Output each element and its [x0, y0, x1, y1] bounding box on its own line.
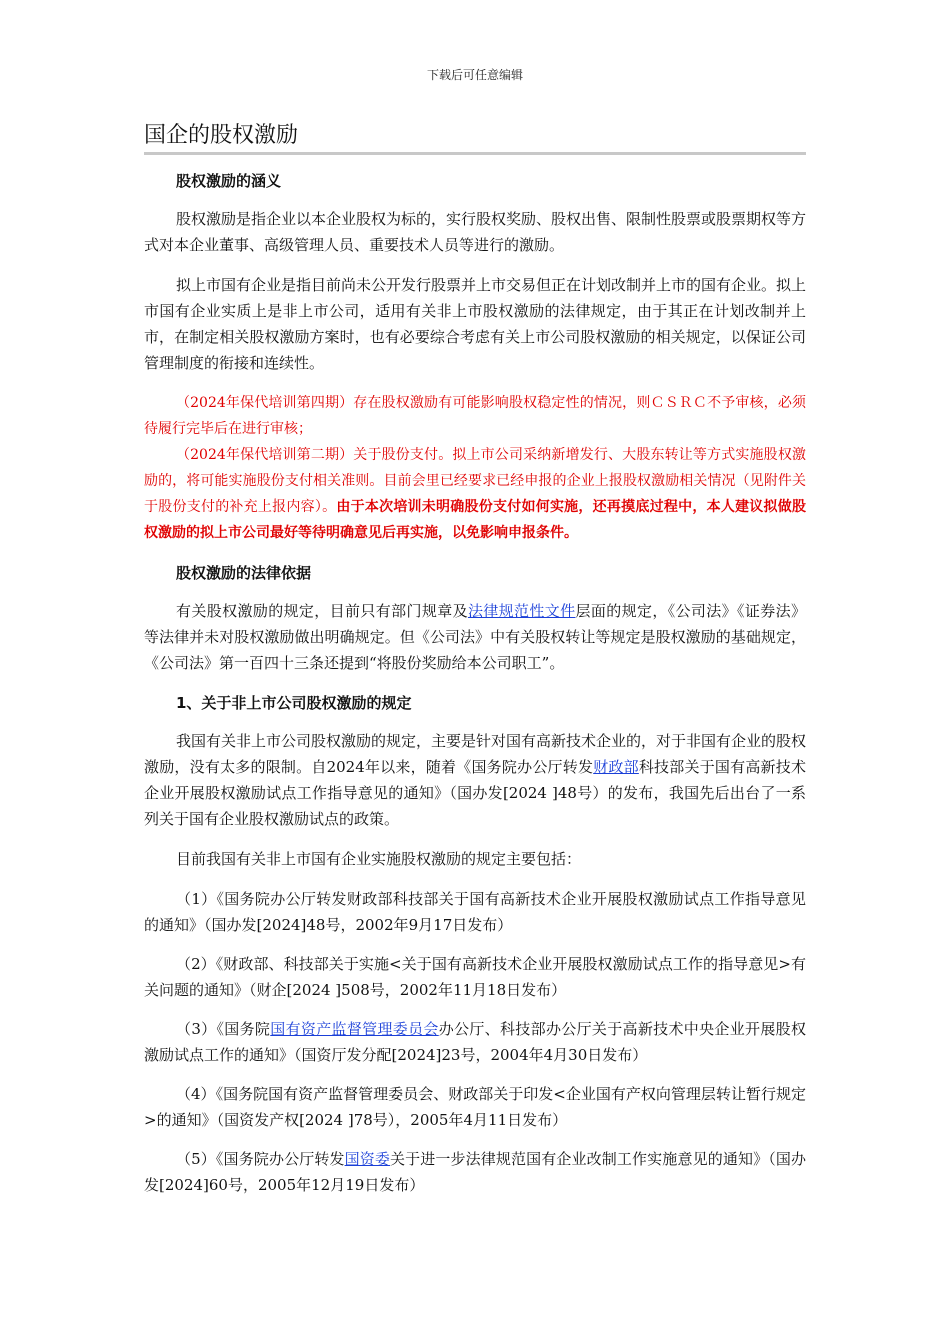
red-note-text: （2024年保代培训第二期）关于股份支付。拟上市公司采纳新增发行、大股东转让等方式实施股权激励的，将可能实施股份支付相关准则。目前会里已经要求已经申报的企业上报股权激励相关情况（见附件关于股份支付的补充上报内容）。: [144, 447, 806, 515]
text-span: （5）《国务院办公厅转发: [176, 1150, 345, 1168]
document-body: [144, 168, 806, 1211]
text-span: （3）《国务院: [176, 1020, 271, 1038]
paragraph-definition: 股权激励是指企业以本企业股权为标的，实行股权奖励、股权出售、限制性股票或股票期权等方式对本企业董事、高级管理人员、重要技术人员等进行的激励。: [144, 210, 807, 254]
page-title: 国企的股权激励: [144, 120, 806, 155]
red-note-training-4: （2024年保代培训第四期）存在股权激励有可能影响股权稳定性的情况，则ＣＳＲＣ不予审核，必须待履行完毕后在进行审核；: [144, 395, 806, 437]
text-span: 有关股权激励的规定，目前只有部门规章及: [176, 602, 468, 620]
link-legal-documents[interactable]: 法律规范性文件: [467, 602, 576, 620]
text-span: 科技部关于国有高新技术企业开展股权激励试点工作指导意见的通知》（国办发[2024 ]48号）的发布，我国先后出台了一系列关于国有企业股权激励试点的政策。: [144, 758, 806, 828]
text-span: 我国有关非上市公司股权激励的规定，主要是针对国有高新技术企业的，对于非国有企业的股权激励，没有太多的限制。自2024年以来，随着《国务院办公厅转发: [144, 732, 807, 776]
section-heading-definition: 股权激励的涵义: [176, 172, 282, 190]
red-note-bold-advice: 由于本次培训未明确股份支付如何实施，还再摸底过程中，本人建议拟做股权激励的拟上市公司最好等待明确意见后再实施，以免影响申报条件。: [144, 499, 807, 541]
paragraph-list-intro: 目前我国有关非上市国有企业实施股权激励的规定主要包括：: [176, 850, 582, 868]
link-ministry-of-finance[interactable]: 财政部: [593, 758, 639, 776]
link-sasac[interactable]: 国有资产监督管理委员会: [270, 1020, 439, 1038]
text-span: 层面的规定，《公司法》《证券法》等法律并未对股权激励做出明确规定。但《公司法》中有关股权转让等规定是股权激励的基础规定，《公司法》第一百四十三条还提到“将股份奖励给本公司职工”。: [144, 602, 806, 672]
list-item: （4）《国务院国有资产监督管理委员会、财政部关于印发<企业国有产权向管理层转让暂行规定>的通知》（国资发产权[2024 ]78号），2005年4月11日发布）: [144, 1085, 806, 1129]
list-item: [144, 1146, 806, 1198]
list-item: （2）《财政部、科技部关于实施<关于国有高新技术企业开展股权激励试点工作的指导意见>有关问题的通知》（财企[2024 ]508号，2002年11月18日发布）: [144, 955, 806, 999]
header-note: 下载后可任意编辑: [426, 68, 523, 82]
link-sasac-short[interactable]: 国资委: [344, 1150, 390, 1168]
paragraph-pre-ipo: 拟上市国有企业是指目前尚未公开发行股票并上市交易但正在计划改制并上市的国有企业。拟上市国有企业实质上是非上市公司，适用有关非上市股权激励的法律规定，由于其正在计划改制并上市，在制定相关股权激励方案时，也有必要综合考虑有关上市公司股权激励的相关规定，以保证公司管理制度的衔接和连续性。: [144, 276, 807, 372]
text-span: 办公厅、科技部办公厅关于高新技术中央企业开展股权激励试点工作的通知》（国资厅发分配[2024]23号，2004年4月30日发布）: [144, 1020, 806, 1064]
red-note-training-2: [144, 442, 806, 546]
text-span: 关于进一步法律规范国有企业改制工作实施意见的通知》（国办发[2024]60号，2005年12月19日发布）: [144, 1150, 806, 1194]
list-item: （1）《国务院办公厅转发财政部科技部关于国有高新技术企业开展股权激励试点工作指导意见的通知》（国办发[2024]48号，2002年9月17日发布）: [144, 890, 806, 934]
paragraph-legal-basis: [144, 598, 806, 676]
paragraph-unlisted: [144, 728, 806, 832]
section-heading-legal-basis: 股权激励的法律依据: [176, 564, 312, 582]
list-item: [144, 1016, 806, 1068]
section-heading-unlisted: 1、关于非上市公司股权激励的规定: [176, 694, 412, 712]
